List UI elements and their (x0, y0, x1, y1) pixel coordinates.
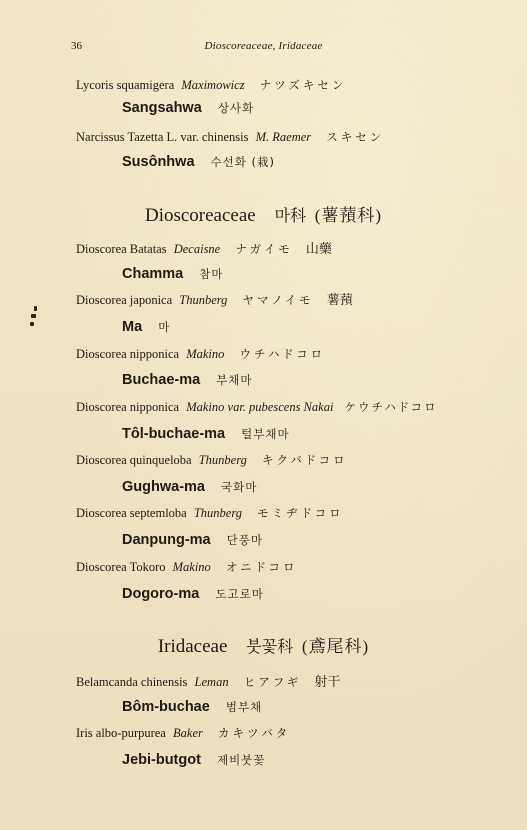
species-name: Dioscorea Tokoro (76, 560, 166, 574)
hangul-name: 범부채 (225, 700, 263, 714)
species-line-dioscorea-batatas (76, 240, 332, 259)
korean-name-dioscorea-batatas (122, 264, 224, 284)
family-kanji-name: (鳶尾科) (301, 637, 370, 656)
korean-name-dioscorea-nipponica (122, 370, 253, 390)
page-number: 36 (71, 40, 82, 52)
species-line-narcissus (76, 128, 384, 147)
korean-name-dioscorea-tokoro (122, 584, 264, 604)
species-name: Dioscorea quinqueloba (76, 453, 192, 467)
romanized-name: Chamma (122, 266, 184, 282)
romanized-name: Jebi-butgot (122, 752, 201, 768)
japanese-name: スキセン (326, 132, 385, 144)
romanized-name: Dogoro-ma (122, 586, 200, 602)
species-line-dioscorea-japonica (76, 291, 353, 310)
hangul-name: 국화마 (221, 480, 258, 494)
margin-ink-mark (28, 306, 38, 330)
hangul-name: 도고로마 (215, 587, 264, 601)
hangul-name: 제비붓꽃 (216, 753, 266, 767)
korean-name-narcissus (122, 152, 275, 172)
japanese-name: ウチハドコロ (239, 349, 326, 361)
romanized-name: Buchae-ma (122, 372, 201, 388)
korean-name-dioscorea-septemloba (122, 530, 263, 550)
species-line-dioscorea-septemloba (76, 504, 344, 523)
korean-name-belamcanda (122, 697, 262, 717)
romanized-name: Tôl-buchae-ma (122, 426, 226, 442)
family-heading-iridaceae (0, 634, 527, 660)
species-line-belamcanda (76, 673, 340, 692)
romanized-name: Sangsahwa (122, 100, 202, 116)
hangul-name: 마 (158, 320, 171, 334)
japanese-name: ヒアフギ (243, 677, 302, 689)
korean-name-dioscorea-quinqueloba (122, 477, 257, 497)
running-head (0, 40, 527, 56)
family-korean-name: 붓꽃科 (246, 637, 294, 656)
species-name: Narcissus Tazetta L. var. chinensis (76, 130, 249, 144)
korean-name-dioscorea-nipponica-pubescens (122, 424, 290, 444)
species-author: Decaisne (173, 242, 221, 256)
family-korean-name: 마科 (274, 206, 306, 225)
species-author: Thunberg (179, 293, 228, 307)
romanized-name: Susônhwa (122, 154, 195, 170)
hangul-name: 단풍마 (226, 533, 263, 547)
japanese-name: ナツズキセン (259, 80, 347, 92)
species-line-dioscorea-nipponica (76, 345, 325, 364)
species-name: Dioscorea japonica (76, 293, 173, 307)
japanese-name: ナガイモ (235, 244, 293, 256)
japanese-name: オニドコロ (225, 562, 298, 574)
japanese-name: モミヂドコロ (257, 508, 344, 520)
species-author: Makino (172, 560, 211, 574)
family-latin-name: Iridaceae (157, 636, 228, 657)
species-author: Leman (194, 675, 229, 689)
romanized-name: Ma (122, 319, 143, 335)
species-name: Dioscorea nipponica (76, 347, 180, 361)
kanji-name: 薯蕷 (326, 292, 353, 307)
species-name: Dioscorea septemloba (76, 506, 187, 520)
species-line-dioscorea-quinqueloba (76, 451, 348, 470)
running-title: Dioscoreaceae, Iridaceae (204, 40, 323, 52)
hangul-name: 상사화 (217, 101, 255, 115)
family-heading-dioscoreaceae (0, 203, 527, 229)
japanese-name: カキツバタ (218, 728, 291, 740)
romanized-name: Gughwa-ma (122, 479, 205, 495)
species-name: Lycoris squamigera (76, 78, 175, 92)
japanese-name: ケウチハドコロ (344, 402, 438, 414)
hangul-name: 수선화 (栽) (210, 155, 276, 169)
kanji-name: 山藥 (305, 241, 332, 256)
korean-name-lycoris (122, 98, 254, 118)
korean-name-dioscorea-japonica (122, 317, 170, 337)
species-author: Thunberg (193, 506, 243, 520)
species-author: M. Raemer (255, 130, 312, 144)
hangul-name: 털부채마 (241, 427, 290, 441)
japanese-name: キクバドコロ (262, 455, 348, 467)
family-latin-name: Dioscoreaceae (144, 205, 256, 226)
species-name: Dioscorea nipponica (76, 400, 180, 414)
romanized-name: Bôm-buchae (122, 699, 210, 715)
species-line-dioscorea-tokoro (76, 558, 298, 577)
family-kanji-name: (薯蕷科) (314, 206, 383, 225)
hangul-name: 부채마 (216, 373, 253, 387)
species-author: Thunberg (198, 453, 247, 467)
hangul-name: 참마 (199, 267, 224, 281)
kanji-name: 射干 (314, 674, 341, 689)
species-line-iris (76, 724, 290, 743)
korean-name-iris (122, 750, 265, 770)
species-line-lycoris (76, 76, 346, 95)
romanized-name: Danpung-ma (122, 532, 211, 548)
species-name: Belamcanda chinensis (76, 675, 188, 689)
species-author: Maximowicz (181, 78, 245, 92)
species-name: Iris albo-purpurea (76, 726, 166, 740)
species-author: Makino (186, 347, 225, 361)
species-author: Makino var. pubescens Nakai (186, 400, 334, 414)
species-author: Baker (173, 726, 203, 740)
species-line-dioscorea-nipponica-pubescens (76, 398, 438, 417)
species-name: Dioscorea Batatas (76, 242, 167, 256)
japanese-name: ヤマノイモ (242, 295, 314, 307)
